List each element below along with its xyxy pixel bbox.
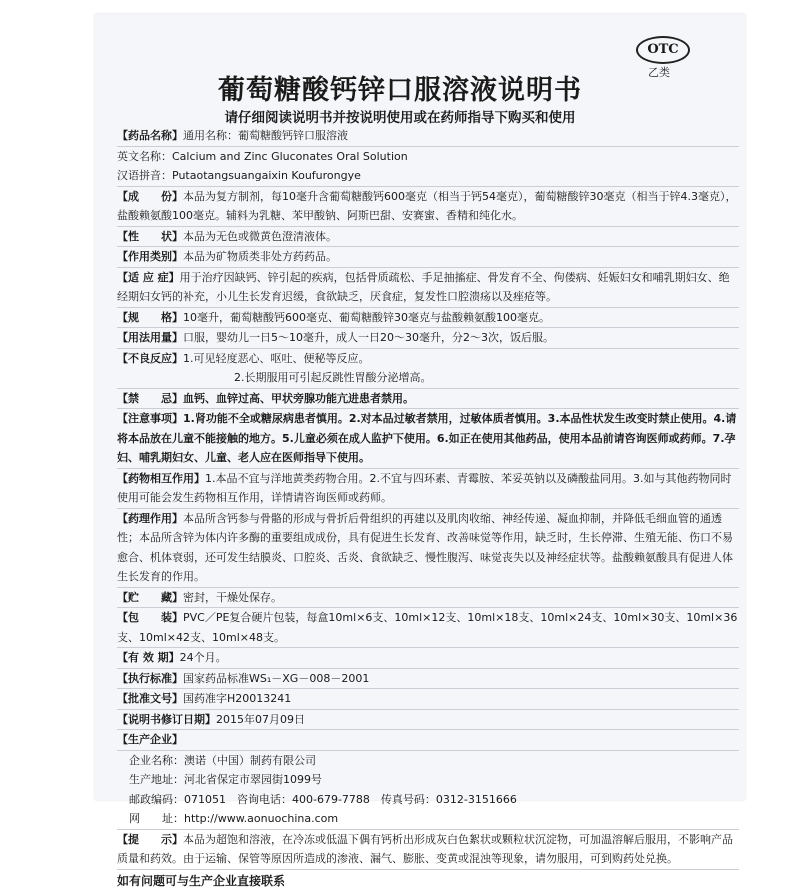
section-label: 【适 应 症】: [117, 271, 180, 284]
section-text: 本品所含钙参与骨骼的形成与骨折后骨组织的再建以及肌肉收缩、神经传递、凝血抑制，并降低毛细血管的通透性；本品所含锌为体内许多酶的重要组成成份，具有促进生长发育、改善味觉等作用，缺乏时，生长停滞、生殖无能、伤口不易愈合、机体衰弱，还可发生结膜炎、口腔炎、舌炎、食欲缺乏、慢性腹泻、味觉丧失以及神经症状等。盐酸赖氨酸具有促进人体生长发育的作用。: [117, 512, 733, 584]
category-label: 乙类: [648, 64, 670, 80]
section-label: 【生产企业】: [117, 733, 183, 746]
section-text: 本品为超饱和溶液，在冷冻或低温下偶有钙析出形成灰白色絮状或颗粒状沉淀物，可加温溶解后服用，不影响产品质量和药效。由于运输、保管等原因所造成的渗液、漏气、膨胀、变黄或混浊等现象，请勿服用，可到购药处兑换。: [117, 833, 733, 866]
section-label: 【药品名称】: [117, 129, 183, 142]
section-label: 【有 效 期】: [117, 651, 180, 664]
section-text: 生产地址：河北省保定市翠园街1099号: [129, 773, 322, 786]
section-label: 【贮 藏】: [117, 591, 183, 604]
section-label: 【药物相互作用】: [117, 472, 205, 485]
leaflet-body: [117, 126, 739, 891]
section-label: 【禁 忌】: [117, 392, 183, 405]
section-row: [117, 368, 739, 389]
section-row: [117, 648, 739, 669]
section-row: [117, 349, 739, 369]
section-row: [117, 187, 739, 227]
section-row: [117, 509, 739, 588]
section-text: 口服，婴幼儿一日5～10毫升，成人一日20～30毫升，分2～3次，饭后服。: [183, 331, 554, 344]
section-label: 【不良反应】: [117, 352, 183, 365]
section-text: 10毫升，葡萄糖酸钙600毫克、葡萄糖酸锌30毫克与盐酸赖氨酸100毫克。: [183, 311, 550, 324]
section-label: 【说明书修订日期】: [117, 713, 216, 726]
section-text: 1.可见轻度恶心、呕吐、便秘等反应。: [183, 352, 370, 365]
section-row: [117, 469, 739, 509]
section-row: [117, 268, 739, 308]
section-label: 【作用类别】: [117, 250, 183, 263]
contact-footer: 如有问题可与生产企业直接联系: [117, 870, 739, 891]
section-text: 用于治疗因缺钙、锌引起的疾病，包括骨质疏松、手足抽搐症、骨发育不全、佝偻病、妊娠妇女和哺乳期妇女、绝经期妇女钙的补充，小儿生长发育迟缓，食欲缺乏，厌食症，复发性口腔溃疡以及痤疮等。: [117, 271, 730, 304]
section-row: [117, 608, 739, 648]
section-row: [117, 689, 739, 710]
section-text: 国药准字H20013241: [183, 692, 291, 705]
section-text: 血钙、血锌过高、甲状旁腺功能亢进患者禁用。: [183, 392, 414, 405]
section-label: 【成 份】: [117, 190, 183, 203]
section-row: [117, 730, 739, 751]
section-text: 本品为矿物质类非处方药药品。: [183, 250, 337, 263]
section-text: 汉语拼音：Putaotangsuangaixin Koufurongye: [117, 169, 361, 182]
section-label: 【规 格】: [117, 311, 183, 324]
section-row: [117, 751, 739, 771]
section-row: [117, 147, 739, 167]
section-text: 本品为复方制剂，每10毫升含葡萄糖酸钙600毫克（相当于钙54毫克），葡萄糖酸锌30毫克（相当于锌4.3毫克），盐酸赖氨酸100毫克。辅料为乳糖、苯甲酸钠、阿斯巴甜、安赛蜜、香精和纯化水。: [117, 190, 736, 223]
section-row: [117, 830, 739, 870]
section-row: [117, 308, 739, 329]
section-text: 2015年07月09日: [216, 713, 305, 726]
section-row: [117, 328, 739, 349]
section-row: [117, 669, 739, 690]
section-text: 24个月。: [180, 651, 227, 664]
section-text: 通用名称：葡萄糖酸钙锌口服溶液: [183, 129, 348, 142]
section-row: [117, 588, 739, 609]
otc-badge: OTC: [636, 36, 690, 64]
section-text: 密封，干燥处保存。: [183, 591, 282, 604]
section-row: [117, 227, 739, 248]
section-text: PVC／PE复合硬片包装，每盒10ml×6支、10ml×12支、10ml×18支、10ml×24支、10ml×30支、10ml×36支、10ml×42支、10ml×48支。: [117, 611, 737, 644]
section-row: [117, 710, 739, 731]
section-row: [117, 247, 739, 268]
section-label: 【执行标准】: [117, 672, 183, 685]
section-text: 网 址：http://www.aonuochina.com: [129, 812, 338, 825]
section-label: 【性 状】: [117, 230, 183, 243]
section-text: 英文名称：Calcium and Zinc Gluconates Oral Solution: [117, 150, 408, 163]
section-text: 本品为无色或微黄色澄清液体。: [183, 230, 337, 243]
section-row: [117, 809, 739, 830]
section-text: 国家药品标准WS₁－XG－008－2001: [183, 672, 369, 685]
section-text: 企业名称：澳诺（中国）制药有限公司: [129, 754, 316, 767]
section-text: 2.长期服用可引起反跳性胃酸分泌增高。: [234, 371, 432, 384]
section-label: 【包 装】: [117, 611, 183, 624]
section-label: 【提 示】: [117, 833, 183, 846]
section-label: 【药理作用】: [117, 512, 183, 525]
section-row: [117, 790, 739, 810]
section-label: 【注意事项】: [117, 412, 183, 425]
section-text: 1.肾功能不全或糖尿病患者慎用。2.对本品过敏者禁用，过敏体质者慎用。3.本品性状发生改变时禁止使用。4.请将本品放在儿童不能接触的地方。5.儿童必须在成人监护下使用。6.如正在使用其他药品，使用本品前请咨询医师或药师。7.孕妇、哺乳期妇女、儿童、老人应在医师指导下使用。: [117, 412, 736, 464]
section-row: [117, 126, 739, 147]
section-row: [117, 770, 739, 790]
section-text: 1.本品不宜与洋地黄类药物合用。2.不宜与四环素、青霉胺、苯妥英钠以及磷酸盐同用。3.如与其他药物同时使用可能会发生药物相互作用，详情请咨询医师或药师。: [117, 472, 731, 505]
section-row: [117, 166, 739, 187]
section-label: 【批准文号】: [117, 692, 183, 705]
section-row: [117, 409, 739, 469]
section-label: 【用法用量】: [117, 331, 183, 344]
document-title: 葡萄糖酸钙锌口服溶液说明书: [0, 68, 800, 107]
document-subtitle: 请仔细阅读说明书并按说明使用或在药师指导下购买和使用: [0, 106, 800, 126]
section-text: 邮政编码：071051 咨询电话：400-679-7788 传真号码：0312-3151666: [129, 793, 517, 806]
section-row: [117, 389, 739, 410]
